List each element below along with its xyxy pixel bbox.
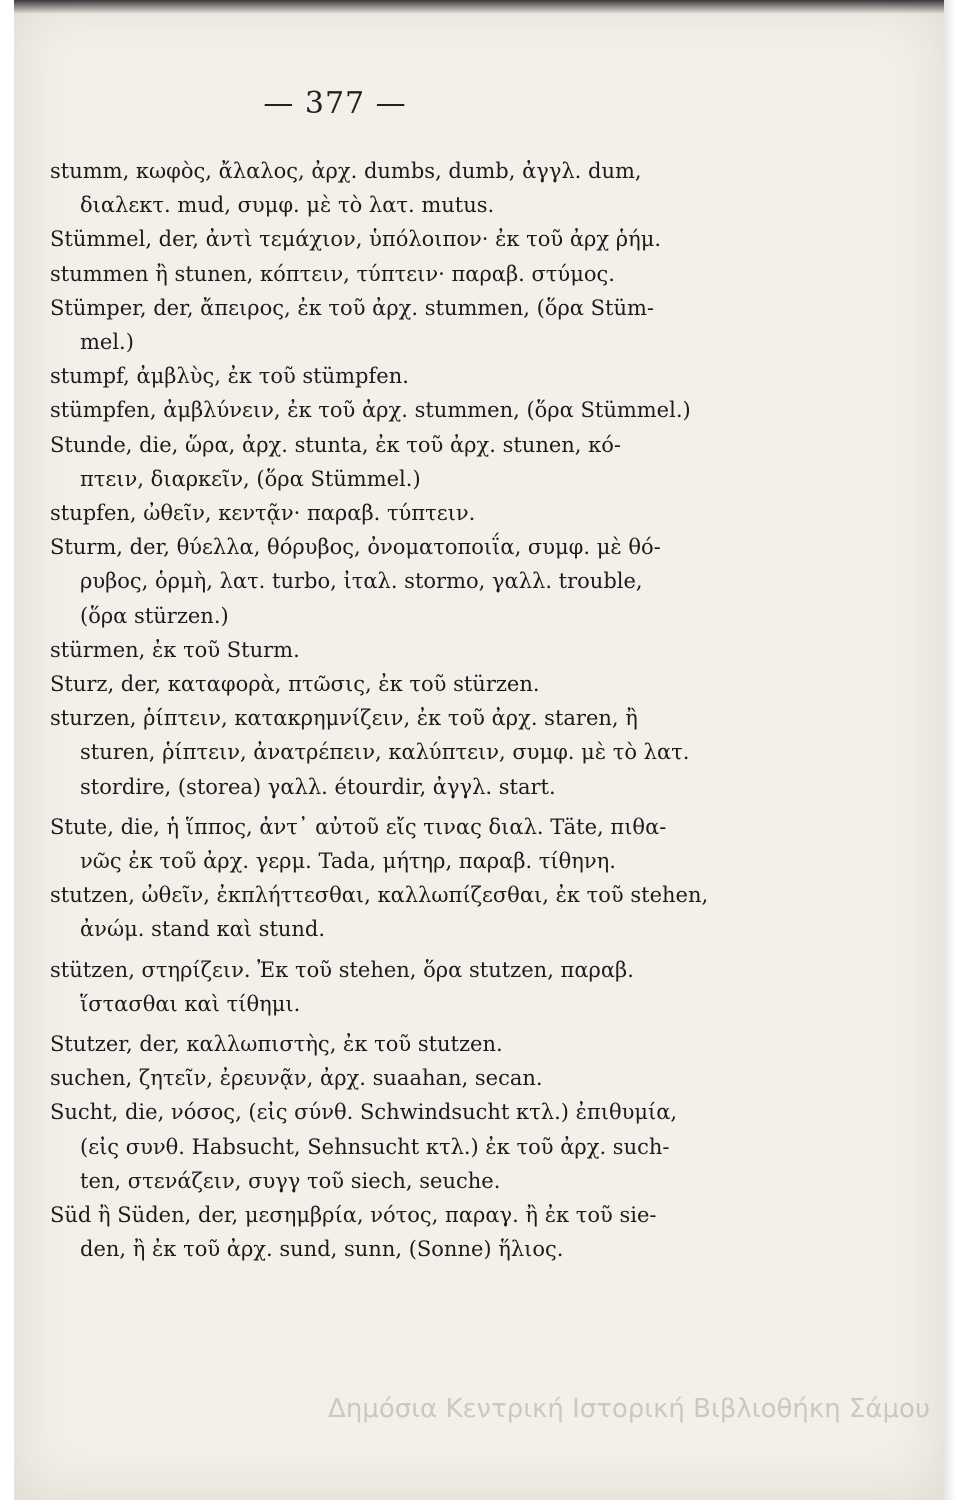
entry-line: Stute, die, ἡ ἵππος, ἀντ᾽ αὐτοῦ εἴς τινας διαλ. Täte, πιθα-: [50, 814, 667, 839]
entry-line: Sturm, der, θύελλα, θόρυβος, ὀνοματοποιΐα, συμφ. μὲ θό-: [50, 535, 661, 560]
entry-line: (ὅρα stürzen.): [80, 603, 229, 628]
entry-line: ρυβος, ὁρμὴ, λατ. turbo, ἰταλ. stormo, γαλλ. trouble,: [80, 569, 643, 594]
entry-line: stummen ἢ stunen, κόπτειν, τύπτειν· παραβ. στύμος.: [50, 261, 615, 286]
entry-line: νῶς ἐκ τοῦ ἀρχ. γερμ. Tada, μήτηρ, παραβ. τίθηνη.: [80, 849, 616, 874]
entry-line: stützen, στηρίζειν. Ἐκ τοῦ stehen, ὅρα stutzen, παραβ.: [50, 957, 634, 982]
library-watermark: Δημόσια Κεντρική Ιστορική Βιβλιοθήκη Σάμου: [328, 1394, 930, 1424]
entry-line: mel.): [80, 330, 134, 355]
entry-line: Stümper, der, ἄπειρος, ἐκ τοῦ ἀρχ. stummen, (ὅρα Stüm-: [50, 295, 655, 320]
entry-line: ἵστασθαι καὶ τίθημι.: [80, 991, 301, 1016]
entry-line: stutzen, ὠθεῖν, ἐκπλήττεσθαι, καλλωπίζεσθαι, ἐκ τοῦ stehen,: [50, 883, 709, 908]
dictionary-entries: [50, 154, 785, 1267]
entry-line: Stümmel, der, ἀντὶ τεμάχιον, ὑπόλοιπον· ἐκ τοῦ ἀρχ ῥήμ.: [50, 227, 662, 252]
page-number: — 377 —: [263, 86, 407, 121]
entry-line: πτειν, διαρκεῖν, (ὅρα Stümmel.): [80, 466, 421, 491]
entry-line: Süd ἢ Süden, der, μεσημβρία, νότος, παραγ. ἢ ἐκ τοῦ sie-: [50, 1203, 657, 1228]
entry-line: den, ἢ ἐκ τοῦ ἀρχ. sund, sunn, (Sonne) ἥλιος.: [80, 1237, 564, 1262]
entry-line: διαλεκτ. mud, συμφ. μὲ τὸ λατ. mutus.: [80, 193, 495, 218]
entry-line: sturen, ῥίπτειν, ἀνατρέπειν, καλύπτειν, συμφ. μὲ τὸ λατ.: [80, 740, 690, 765]
entry-line: sturzen, ῥίπτειν, κατακρημνίζειν, ἐκ τοῦ ἀρχ. staren, ἢ: [50, 706, 638, 731]
entry-line: suchen, ζητεῖν, ἐρευνᾷν, ἀρχ. suaahan, secan.: [50, 1066, 543, 1091]
entry-line: stordire, (storea) γαλλ. étourdir, ἀγγλ. start.: [80, 774, 556, 799]
entry-line: Sucht, die, νόσος, (εἰς σύνθ. Schwindsucht κτλ.) ἐπιθυμία,: [50, 1100, 678, 1125]
entry-line: stumpf, ἀμβλὺς, ἐκ τοῦ stümpfen.: [50, 364, 409, 389]
entry-line: Stunde, die, ὥρα, ἀρχ. stunta, ἐκ τοῦ ἀρχ. stunen, κό-: [50, 432, 622, 457]
scan-right-edge: [944, 0, 956, 1500]
entry-line: (εἰς συνθ. Habsucht, Sehnsucht κτλ.) ἐκ τοῦ ἀρχ. such-: [80, 1134, 670, 1159]
entry-line: stumm, κωφὸς, ἄλαλος, ἀρχ. dumbs, dumb, ἀγγλ. dum,: [50, 159, 642, 183]
entry-line: stümpfen, ἀμβλύνειν, ἐκ τοῦ ἀρχ. stummen, (ὅρα Stümmel.): [50, 398, 691, 423]
entry-line: Stutzer, der, καλλωπιστὴς, ἐκ τοῦ stutzen.: [50, 1032, 503, 1057]
entry-line: ten, στενάζειν, συγγ τοῦ siech, seuche.: [80, 1168, 501, 1193]
entry-line: stürmen, ἐκ τοῦ Sturm.: [50, 637, 300, 662]
entry-line: stupfen, ὠθεῖν, κεντᾷν· παραβ. τύπτειν.: [50, 501, 476, 526]
entry-line: Sturz, der, καταφορὰ, πτῶσις, ἐκ τοῦ stürzen.: [50, 672, 540, 697]
scan-top-shadow: [14, 0, 944, 14]
entry-line: ἀνώμ. stand καὶ stund.: [80, 917, 326, 942]
